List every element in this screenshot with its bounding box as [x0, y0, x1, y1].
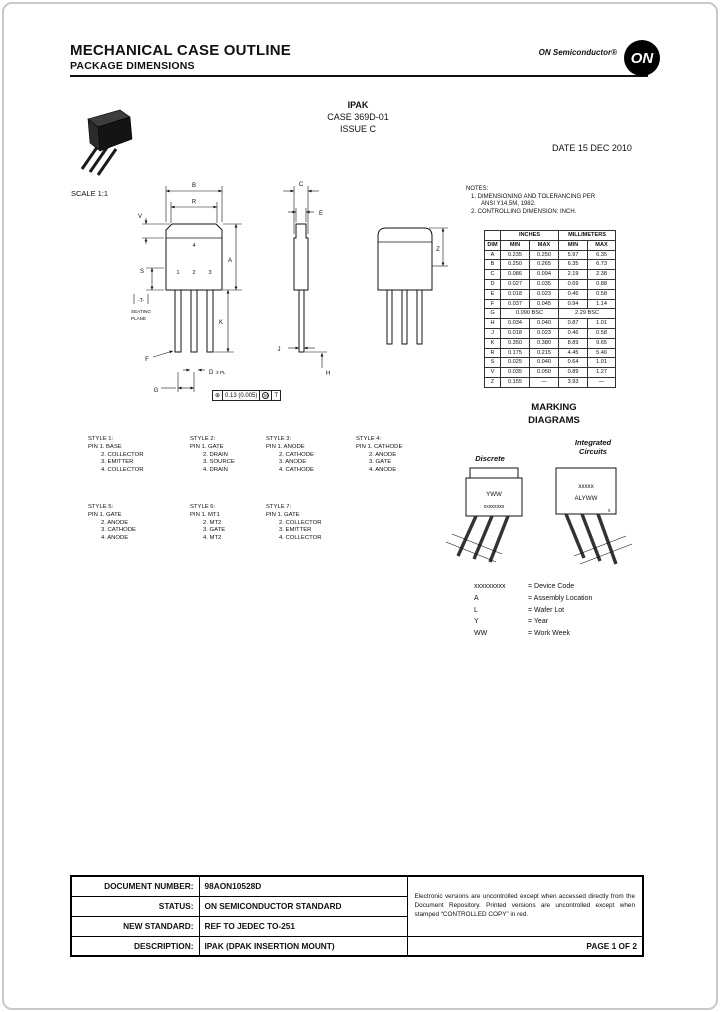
seating-label-2: PLANE [131, 316, 147, 321]
position-tolerance-frame [212, 390, 281, 401]
style-pin: 2. DRAIN [203, 451, 228, 458]
dim-label-J: J [277, 347, 281, 353]
ic-marking-line-2: ALYWW [574, 495, 598, 502]
dim-row: Z 0.155 — 3.93 — [485, 377, 616, 387]
disclaimer-text: Electronic versions are uncontrolled except when accessed directly from the Document Repository. Printed versions are uncontrolled except when stamped “CONTROLLED COPY” in red. [407, 876, 643, 936]
description-label: DESCRIPTION: [71, 936, 199, 956]
note-line: 2. CONTROLLING DIMENSION: INCH. [471, 208, 577, 215]
dim-label-B: B [191, 183, 197, 189]
side-view-drawing [265, 172, 345, 412]
new-standard-label: NEW STANDARD: [71, 916, 199, 936]
dim-table-group-header [485, 231, 616, 241]
page-indicator: PAGE 1 OF 2 [407, 936, 643, 956]
marking-diagrams-heading: MARKING DIAGRAMS [528, 402, 580, 426]
document-number-row [71, 876, 643, 896]
dim-row: D 0.027 0.035 0.69 0.88 [485, 279, 616, 289]
ic-marking-x: x [608, 508, 611, 514]
pin-number-2: 2 [192, 270, 196, 276]
style-heading: STYLE 3: [266, 436, 292, 442]
style-heading: STYLE 7: [266, 504, 292, 510]
dim-label-E: E [319, 211, 324, 217]
dim-header: DIM [485, 240, 501, 250]
mmc-modifier-icon: M [259, 391, 271, 400]
style-heading: STYLE 6: [190, 504, 216, 510]
note-line: 1. DIMENSIONING AND TOLERANCING PER [471, 193, 596, 200]
dim-label-Z: Z [436, 247, 440, 253]
date: DATE 15 DEC 2010 [552, 143, 632, 153]
style-pin: 3. CATHODE [101, 527, 136, 534]
dim-row: G 0.090 BSC 2.29 BSC [485, 309, 616, 319]
style-pin: 2. COLLECTOR [101, 451, 144, 458]
style-pin: 4. MT2 [203, 535, 222, 542]
style-pin: 4. CATHODE [279, 467, 314, 474]
front-view-drawing [130, 172, 265, 412]
dim-label-H: H [326, 371, 331, 377]
pin-number-3: 3 [208, 270, 212, 276]
style-1-block [88, 436, 184, 475]
style-pin: 3. GATE [203, 527, 226, 534]
style-5-block [88, 504, 184, 543]
style-pin: PIN 1. GATE [88, 511, 122, 518]
millimeters-header: MILLIMETERS [559, 231, 616, 241]
style-pin: PIN 1. ANODE [266, 443, 305, 450]
package-3d-body [88, 110, 132, 151]
style-pin: PIN 1. MT1 [190, 511, 220, 518]
dim-row: V 0.035 0.050 0.89 1.27 [485, 368, 616, 378]
style-pin: 3. EMITTER [101, 459, 134, 466]
title-block [298, 99, 418, 135]
status-value: ON SEMICONDUCTOR STANDARD [199, 896, 407, 916]
style-heading: STYLE 2: [190, 436, 216, 442]
style-heading: STYLE 1: [88, 436, 114, 442]
style-pin: 3. SOURCE [203, 459, 235, 466]
dim-label-D-suffix: 3 PL [216, 370, 226, 375]
legend-row: xxxxxxxxx = Device Code [474, 583, 575, 590]
max-header: MAX [588, 240, 616, 250]
document-number-label: DOCUMENT NUMBER: [71, 876, 199, 896]
document-number-value: 98AON10528D [199, 876, 407, 896]
dim-label-F: F [145, 357, 149, 363]
seating-plane-symbol: -T- [137, 298, 145, 304]
legend-row: Y = Year [474, 618, 549, 626]
dimension-table [484, 230, 616, 388]
discrete-marking-drawing [440, 466, 540, 566]
datum-reference: T [271, 391, 280, 400]
dim-label-R: R [191, 199, 197, 206]
side-package-outline [294, 224, 308, 352]
dim-row: J 0.018 0.023 0.46 0.58 [485, 328, 616, 338]
package-name: IPAK [347, 100, 369, 110]
style-pin: 2. ANODE [369, 451, 397, 458]
style-4-block [356, 436, 452, 475]
discrete-package-outline [446, 468, 522, 562]
on-logo: ON [624, 40, 660, 76]
min-header: MIN [559, 240, 588, 250]
dim-row: F 0.037 0.045 0.94 1.14 [485, 299, 616, 309]
status-label: STATUS: [71, 896, 199, 916]
style-pin: PIN 1. CATHODE [356, 443, 403, 450]
discrete-label: Discrete [475, 454, 505, 463]
dim-label-C: C [298, 182, 304, 188]
ic-marking-line-1: xxxxx [578, 483, 594, 490]
rear-package-outline [378, 228, 432, 344]
dim-label-V: V [137, 214, 143, 220]
discrete-marking-line-1: YWW [486, 491, 502, 498]
style-pin: 2. COLLECTOR [279, 519, 322, 526]
style-pin: 4. COLLECTOR [101, 467, 144, 474]
blank-cell [485, 231, 501, 241]
dim-row: H 0.034 0.040 0.87 1.01 [485, 319, 616, 329]
description-value: IPAK (DPAK INSERTION MOUNT) [199, 936, 407, 956]
position-symbol: ⊕ [215, 393, 221, 399]
style-pin: 2. MT2 [203, 519, 222, 526]
style-pin: 3. EMITTER [279, 527, 312, 534]
style-pin: 4. ANODE [101, 535, 129, 542]
dim-row: C 0.086 0.094 2.19 2.38 [485, 270, 616, 280]
package-3d-view [70, 103, 145, 183]
style-pin: 3. GATE [369, 459, 392, 466]
style-pin: 4. COLLECTOR [279, 535, 322, 542]
style-pin: 3. ANODE [279, 459, 307, 466]
seating-label-1: SEATING [131, 309, 151, 314]
style-pin: 2. CATHODE [279, 451, 314, 458]
ic-package-outline [556, 468, 632, 564]
dim-label-S: S [139, 269, 145, 275]
legend-row: A = Assembly Location [474, 594, 593, 602]
dim-label-A: A [227, 258, 233, 264]
dim-row: A 0.235 0.250 5.97 6.35 [485, 250, 616, 260]
new-standard-value: REF TO JEDEC TO-251 [199, 916, 407, 936]
rear-view-drawing [355, 212, 460, 362]
pin-number-4: 4 [192, 243, 196, 249]
dim-row: B 0.250 0.265 6.35 6.73 [485, 260, 616, 270]
integrated-circuits-label: Integrated Circuits [574, 438, 612, 456]
marking-legend [474, 581, 592, 640]
notes-block [466, 186, 644, 216]
style-pin: PIN 1. GATE [190, 443, 224, 450]
dim-row: K 0.350 0.380 8.89 9.65 [485, 338, 616, 348]
style-pin: 4. ANODE [369, 467, 397, 474]
issue: ISSUE C [339, 124, 376, 134]
page-title: MECHANICAL CASE OUTLINE [70, 42, 291, 59]
tolerance-value: 0.13 (0.005) [222, 391, 259, 400]
dim-row: R 0.175 0.215 4.45 5.46 [485, 348, 616, 358]
style-heading: STYLE 4: [356, 436, 382, 442]
brand-text: ON Semiconductor® [538, 48, 617, 57]
dim-row: E 0.018 0.023 0.46 0.58 [485, 289, 616, 299]
pin-number-1: 1 [176, 270, 180, 276]
description-row [71, 936, 643, 956]
discrete-marking-line-2: xxxxxxxx [483, 504, 505, 510]
case-number: CASE 369D-01 [327, 112, 389, 122]
style-3-block [266, 436, 362, 475]
note-line: ANSI Y14.5M, 1982. [481, 201, 536, 208]
dim-label-K: K [218, 320, 224, 326]
scale-label: SCALE 1:1 [71, 189, 109, 198]
legend-row: WW = Work Week [474, 630, 570, 638]
legend-row: L = Wafer Lot [474, 606, 565, 614]
style-7-block [266, 504, 362, 543]
header-rule [70, 75, 648, 77]
max-header: MAX [530, 240, 559, 250]
dim-row: S 0.025 0.040 0.64 1.01 [485, 358, 616, 368]
style-pin: PIN 1. BASE [88, 443, 122, 450]
dim-table-subheader [485, 240, 616, 250]
document-info-table [70, 875, 644, 957]
page-subtitle: PACKAGE DIMENSIONS [70, 60, 195, 72]
style-pin: PIN 1. GATE [266, 511, 300, 518]
min-header: MIN [501, 240, 530, 250]
inches-header: INCHES [501, 231, 559, 241]
style-heading: STYLE 5: [88, 504, 114, 510]
notes-heading: NOTES: [466, 186, 489, 192]
dim-label-G: G [153, 388, 159, 394]
dim-label-D: D [209, 370, 214, 376]
style-pin: 4. DRAIN [203, 467, 228, 474]
style-pin: 2. ANODE [101, 519, 129, 526]
ic-marking-drawing [540, 462, 640, 574]
